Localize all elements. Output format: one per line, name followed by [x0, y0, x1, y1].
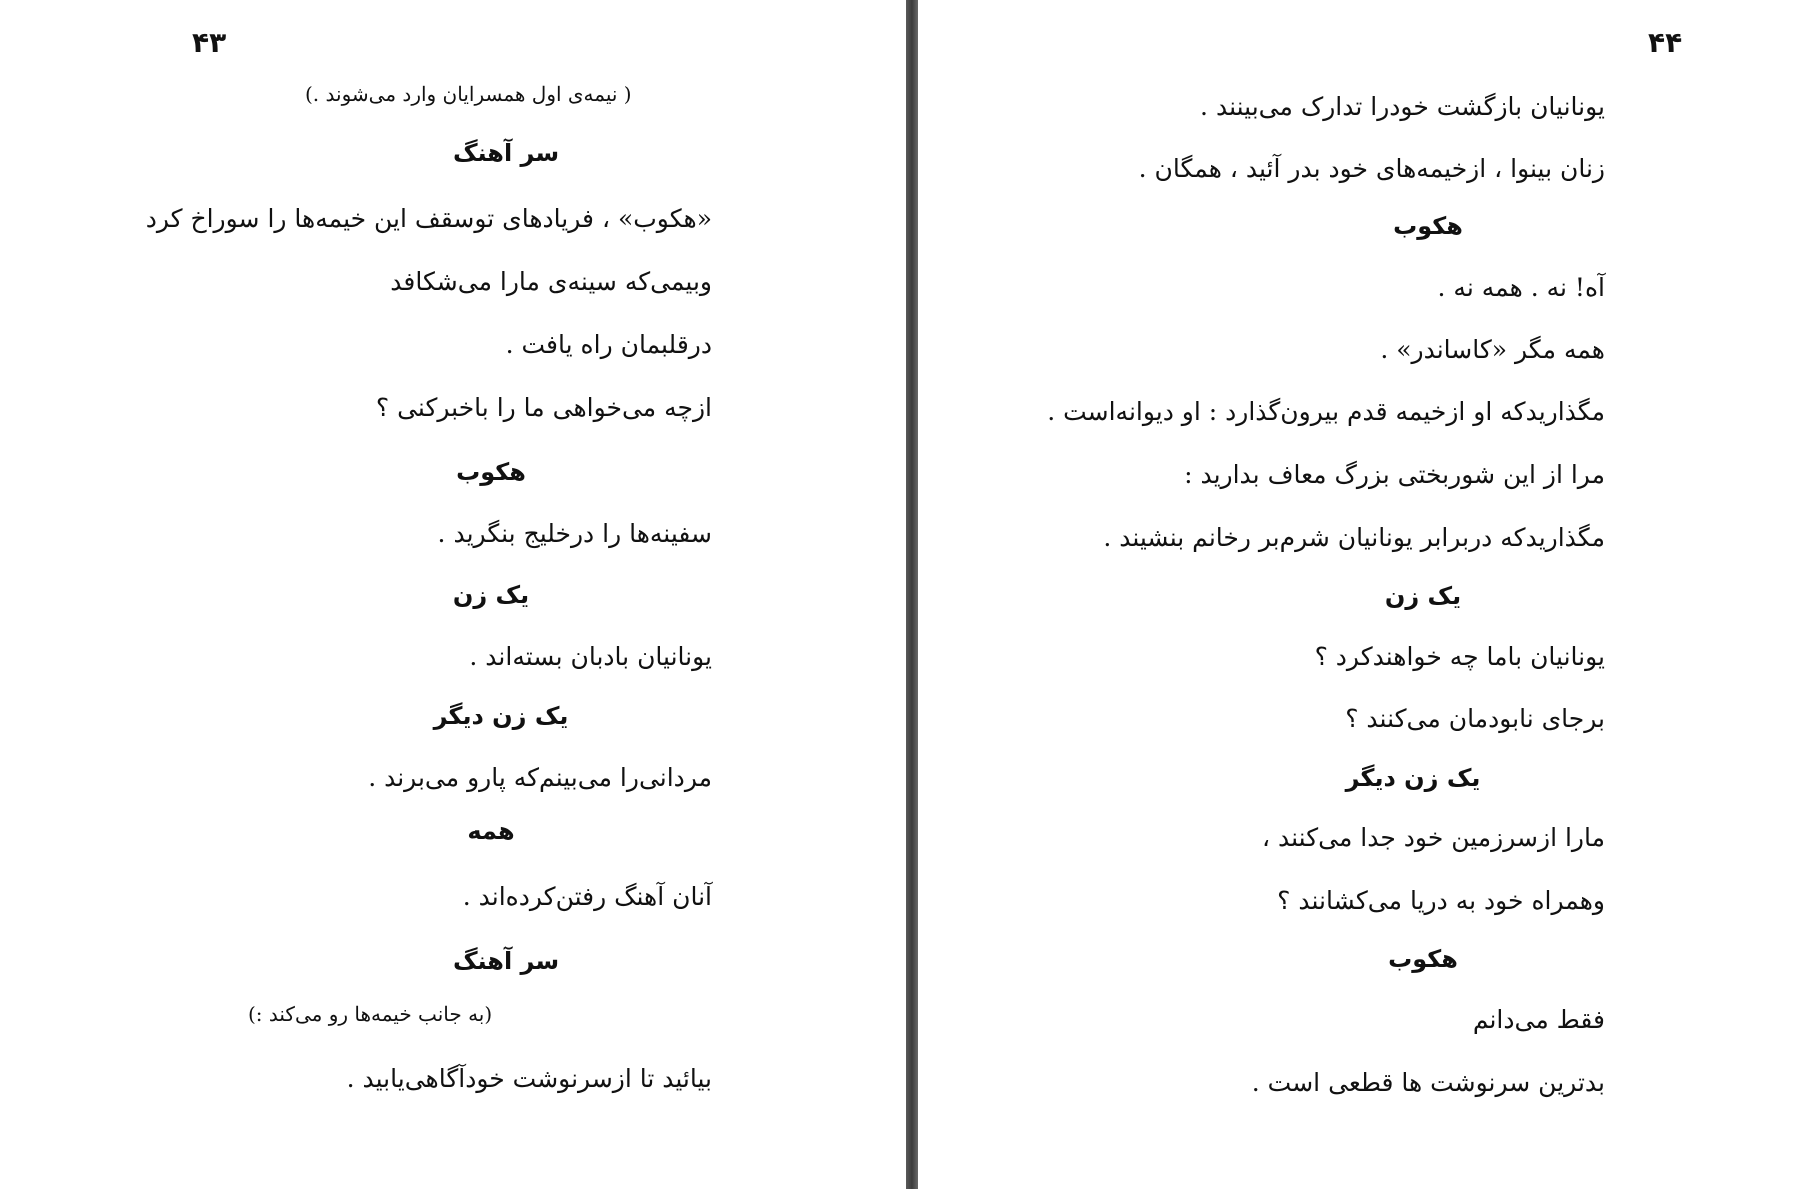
- stage-direction-top: ( نیمه‌ی اول همسرایان وارد می‌شوند .): [305, 82, 632, 106]
- speaker-heading: هکوب: [1393, 212, 1463, 240]
- left-page: [0, 0, 906, 1189]
- verse-line: فقط می‌دانم: [1472, 1005, 1605, 1034]
- speaker-heading: سر آهنگ: [452, 947, 560, 975]
- verse-line: «هکوب» ، فریادهای توسقف این خیمه‌ها را سوراخ کرد: [145, 204, 712, 233]
- verse-line: آنان آهنگ رفتن‌کرده‌اند .: [462, 882, 712, 911]
- verse-line: مارا ازسرزمین خود جدا می‌کنند ،: [1262, 823, 1605, 852]
- page-number-right: ۴۴: [1648, 26, 1683, 59]
- verse-line: سفینه‌ها را درخلیج بنگرید .: [437, 519, 712, 548]
- verse-line: بدترین سرنوشت ها قطعی است .: [1251, 1068, 1605, 1097]
- page-number-left: ۴۳: [192, 26, 227, 59]
- speaker-heading: همه: [467, 817, 515, 845]
- verse-line: یونانیان باما چه خواهندکرد ؟: [1314, 642, 1605, 671]
- speaker-heading: یک زن: [452, 581, 530, 609]
- verse-line: درقلبمان راه یافت .: [505, 330, 712, 359]
- verse-line: یونانیان بادبان بسته‌اند .: [469, 642, 712, 671]
- verse-line: ازچه می‌خواهی ما را باخبرکنی ؟: [375, 393, 712, 422]
- verse-line: وهمراه خود به دریا می‌کشانند ؟: [1277, 886, 1605, 915]
- verse-line: مردانی‌را می‌بینم‌که پارو می‌برند .: [368, 763, 712, 792]
- verse-line: آه! نه . همه نه .: [1437, 273, 1605, 302]
- verse-line: یونانیان بازگشت خودرا تدارک می‌بینند .: [1200, 92, 1605, 121]
- verse-line: همه مگر «کاساندر» .: [1380, 335, 1605, 364]
- speaker-heading: هکوب: [1388, 945, 1458, 973]
- verse-line: بیائید تا ازسرنوشت خودآگاهی‌یابید .: [346, 1064, 712, 1093]
- verse-line: وبیمی‌که سینه‌ی مارا می‌شکافد: [390, 267, 712, 296]
- verse-line: زنان بینوا ، ازخیمه‌های خود بدر آئید ، همگان .: [1138, 154, 1605, 183]
- stage-direction-bottom: (به جانب خیمه‌ها رو می‌کند :): [248, 1002, 493, 1026]
- verse-line: مرا از این شوربختی بزرگ معاف بدارید :: [1184, 460, 1605, 489]
- verse-line: برجای نابودمان می‌کنند ؟: [1345, 704, 1605, 733]
- book-spine: [906, 0, 918, 1189]
- speaker-heading: یک زن دیگر: [1345, 764, 1481, 792]
- right-page: [918, 0, 1818, 1189]
- speaker-heading: سر آهنگ: [452, 139, 560, 167]
- verse-line: مگذاریدکه دربرابر یونانیان شرم‌بر رخانم بنشیند .: [1103, 523, 1605, 552]
- speaker-heading: یک زن: [1384, 582, 1462, 610]
- verse-line: مگذاریدکه او ازخیمه قدم بیرون‌گذارد : او دیوانه‌است .: [1047, 397, 1605, 426]
- speaker-heading: یک زن دیگر: [433, 702, 569, 730]
- speaker-heading: هکوب: [456, 458, 526, 486]
